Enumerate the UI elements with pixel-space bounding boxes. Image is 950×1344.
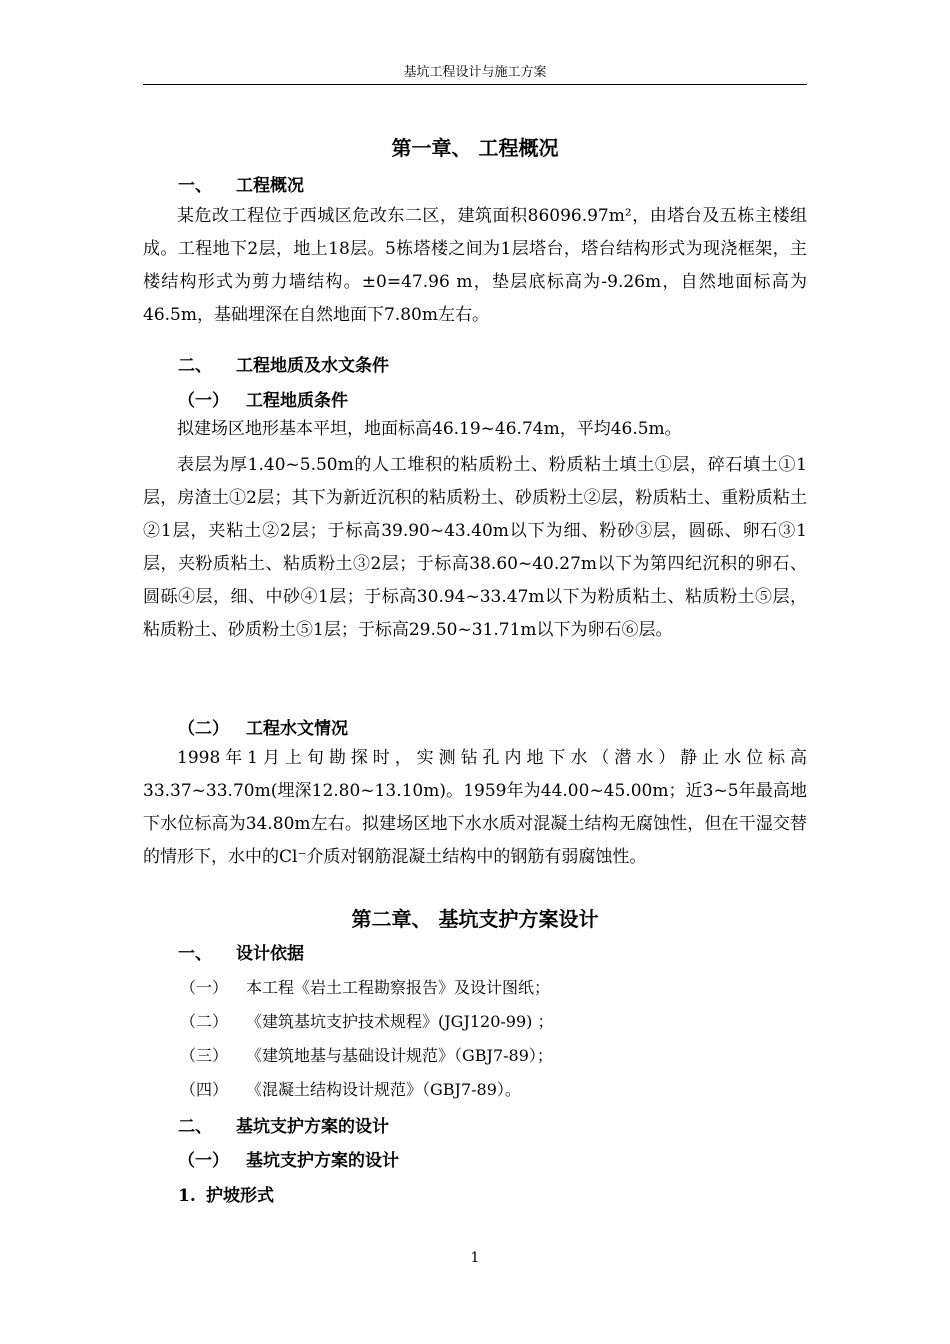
paragraph-soil-layers: 表层为厚1.40~5.50m的人工堆积的粘质粉土、粉质粘土填土①层，碎石填土①1层，房渣土①2层；其下为新近沉积的粘质粉土、砂质粉土②层，粉质粘土、重粉质粘土②1层，夹粘土②2层；于标高39.90~43.40m以下为细、粉砂③层，圆砾、卵石③1层，夹粉质粘土、粘质粉土③2层；于标高38.60~40.27m以下为第四纪沉积的卵石、圆砾④层，细、中砂④1层；于标高30.94~33.47m以下为粉质粘土、粘质粉土⑤层，粘质粉土、砂质粉土⑤1层；于标高29.50~31.71m以下为卵石⑥层。 bbox=[143, 455, 807, 640]
section-number: 二、 bbox=[178, 356, 212, 376]
section-number: 一、 bbox=[178, 176, 212, 196]
reference-item bbox=[180, 1077, 800, 1100]
reference-number: （二） bbox=[180, 1012, 229, 1031]
section-title: 基坑支护方案的设计 bbox=[236, 1117, 389, 1137]
section-1-2-heading bbox=[178, 351, 778, 376]
section-title: 设计依据 bbox=[236, 944, 304, 964]
reference-text: 《建筑基坑支护技术规程》(JGJ120-99) ； bbox=[246, 1012, 554, 1031]
subsection-geology-heading bbox=[178, 386, 778, 411]
paragraph-groundwater: 1998年1月上旬勘探时，实测钻孔内地下水（潜水）静止水位标高33.37~33.70m(埋深12.80~13.10m)。1959年为44.00~45.00m；近3~5年最高地下水位标高为34.80m左右。拟建场区地下水水质对混凝土结构无腐蚀性，但在干湿交替的情形下，水中的Cl⁻介质对钢筋混凝土结构中的钢筋有弱腐蚀性。 bbox=[143, 748, 807, 867]
chapter-1-title: 第一章、 工程概况 bbox=[391, 136, 559, 160]
reference-item bbox=[180, 1043, 800, 1066]
page-number: 1 bbox=[470, 1250, 480, 1266]
section-title: 工程概况 bbox=[236, 176, 304, 196]
section-title: 工程地质及水文条件 bbox=[236, 356, 389, 376]
subsection-title: 工程水文情况 bbox=[246, 719, 348, 739]
subsection-hydrology-heading bbox=[178, 714, 778, 739]
running-header: 基坑工程设计与施工方案 bbox=[403, 65, 547, 80]
section-number: 一、 bbox=[178, 944, 212, 964]
reference-number: （一） bbox=[180, 978, 229, 997]
reference-item bbox=[180, 1009, 800, 1032]
reference-text: 《建筑地基与基础设计规范》（GBJ7-89）； bbox=[246, 1046, 553, 1065]
paragraph-project-overview: 某危改工程位于西城区危改东二区，建筑面积86096.97m²，由塔台及五栋主楼组成。工程地下2层，地上18层。5栋塔楼之间为1层塔台，塔台结构形式为现浇框架，主楼结构形式为剪力墙结构。±0=47.96 m，垫层底标高为-9.26m，自然地面标高为46.5m，基础埋深在自然地面下7.80m左右。 bbox=[143, 206, 807, 325]
section-2-2-heading bbox=[178, 1112, 778, 1137]
subsection-number: （二） bbox=[178, 719, 229, 739]
reference-text: 本工程《岩土工程勘察报告》及设计图纸； bbox=[246, 978, 551, 997]
header-rule bbox=[143, 84, 807, 85]
subsection-number: （一） bbox=[178, 1151, 229, 1171]
chapter-2-title: 第二章、 基坑支护方案设计 bbox=[351, 907, 599, 931]
reference-item bbox=[180, 975, 800, 998]
section-2-1-heading bbox=[178, 939, 778, 964]
paragraph-terrain: 拟建场区地形基本平坦，地面标高46.19~46.74m，平均46.5m。 bbox=[177, 419, 682, 439]
subsection-title: 工程地质条件 bbox=[246, 391, 348, 411]
subsection-number: （一） bbox=[178, 391, 229, 411]
section-number: 二、 bbox=[178, 1117, 212, 1137]
item-slope-form-heading bbox=[178, 1181, 778, 1206]
item-number: 1. bbox=[178, 1186, 196, 1206]
reference-text: 《混凝土结构设计规范》（GBJ7-89）。 bbox=[246, 1080, 521, 1099]
reference-number: （四） bbox=[180, 1080, 229, 1099]
section-1-1-heading bbox=[178, 171, 778, 196]
reference-number: （三） bbox=[180, 1046, 229, 1065]
subsection-title: 基坑支护方案的设计 bbox=[246, 1151, 399, 1171]
item-title: 护坡形式 bbox=[206, 1186, 274, 1206]
subsection-support-design-heading bbox=[178, 1146, 778, 1171]
